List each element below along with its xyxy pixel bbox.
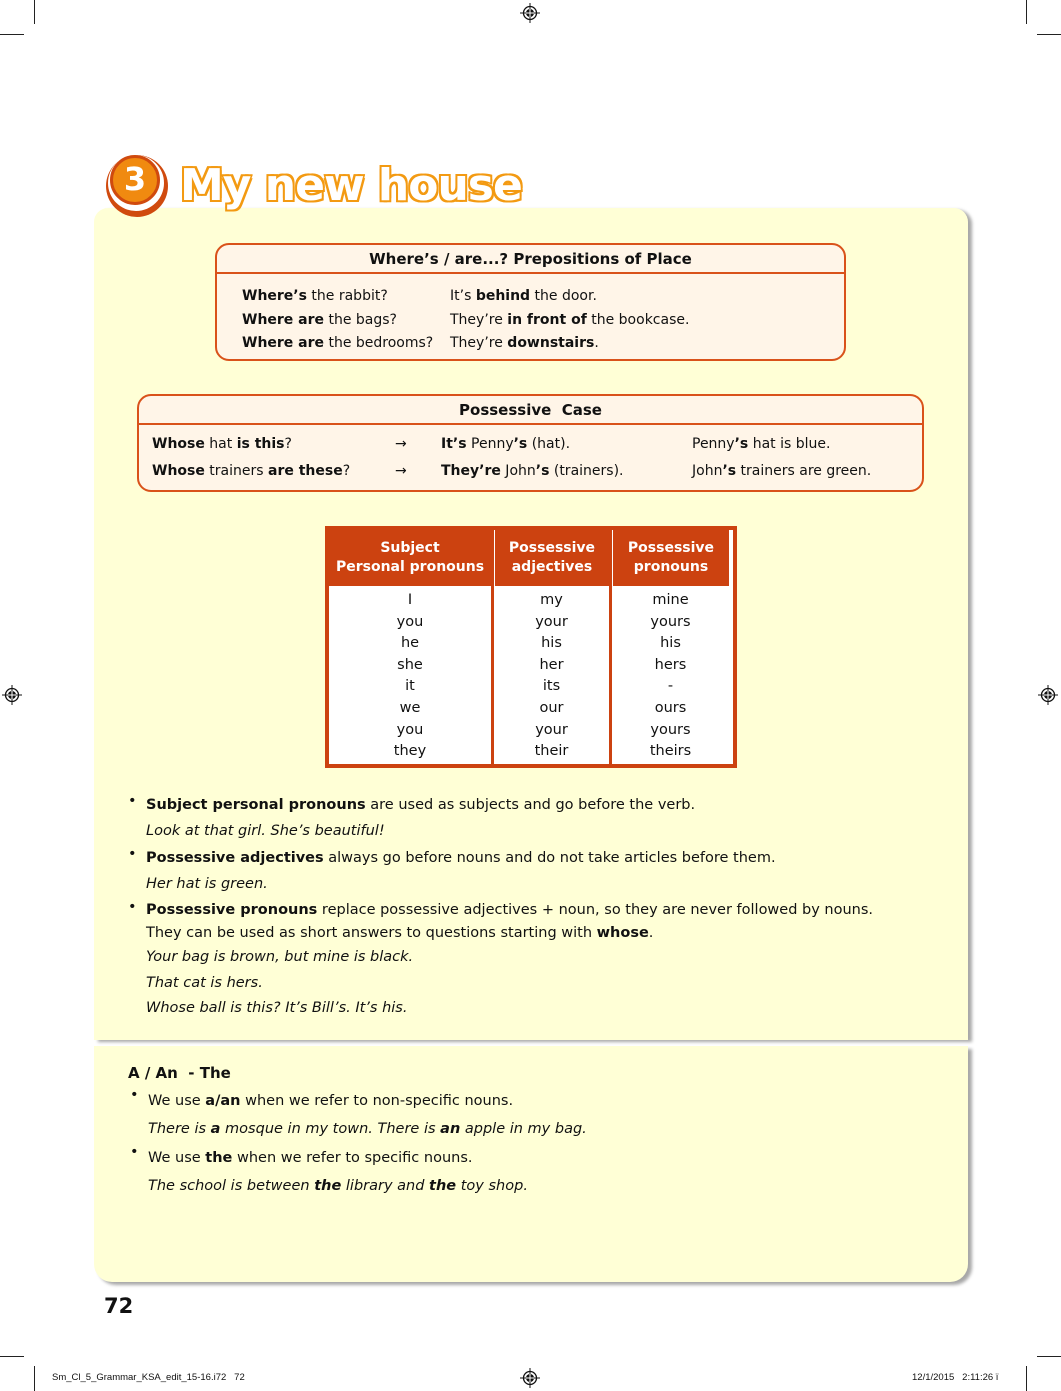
example-text: hat is blue. [748,436,831,452]
question-text: hat [204,436,237,452]
example-sentence: Whose ball is this? It’s Bill’s. It’s his. [146,1000,408,1016]
table-cell: her [539,656,564,673]
column-header: Subject Personal pronouns [329,530,491,588]
example-sentence: Look at that girl. She’s beautiful! [146,822,385,839]
table-cell: my [540,592,563,608]
term-bold: Possessive pronouns [146,902,318,918]
note-the [128,1144,928,1200]
pronoun-column-subject [329,530,491,764]
note-text: when we refer to specific nouns. [232,1150,473,1166]
column-cells [329,588,491,763]
page-number: 72 [104,1294,134,1318]
registration-mark-icon [520,3,540,23]
prepositions-row [242,285,844,309]
bullet-icon: • [128,793,137,809]
arrow-icon: → [395,463,407,479]
question-text: ? [284,436,292,452]
note-text: always go before nouns and do not take articles before them. [323,850,776,866]
question-text: ? [342,463,351,479]
term-bold: Possessive adjectives [146,850,324,866]
table-cell: she [397,656,423,673]
question-bold: is this [236,436,285,452]
note-subject-pronouns [126,793,946,844]
table-cell: he [400,635,420,652]
table-cell: we [399,699,421,716]
registration-mark-icon [1038,685,1058,705]
note-text: are used as subjects and go before the verb. [365,797,696,813]
note-text: They can be used as short answers to questions starting with [146,925,597,941]
example-sentence: Her hat is green. [146,875,268,892]
answer-text: John [500,463,536,479]
prepositions-heading: Where’s / are...? Prepositions of Place [217,245,844,274]
grammar-notes [126,793,946,1022]
preposition-bold: in front of [507,311,587,328]
table-cell: their [534,743,569,760]
answer-text: (hat). [527,436,571,452]
example-text: trainers are green. [736,463,872,479]
articles-section [128,1060,928,1200]
possessive-case-box [137,394,924,492]
crop-mark [34,0,35,24]
question-bold: Whose [152,463,205,479]
question-bold: are these [268,463,343,479]
possessive-s-bold: ’s [722,463,737,479]
table-cell: our [539,699,564,716]
bullet-icon: • [128,899,137,915]
possessive-s-bold: ’s [513,436,528,452]
example-sentence: That cat is hers. [146,974,263,991]
question-text: the rabbit? [306,288,388,304]
column-header: Possessive adjectives [494,530,609,588]
crop-mark [1026,1366,1027,1391]
note-text: We use [148,1093,206,1109]
preposition-bold: downstairs [507,335,595,351]
table-cell: it [405,678,415,695]
question-text: the bedrooms? [324,335,434,351]
column-header: Possessive pronouns [612,530,729,588]
preposition-bold: behind [475,288,531,304]
table-cell: you [396,721,424,738]
table-cell: his [541,635,562,652]
table-cell: your [535,721,568,738]
crop-mark [1037,34,1061,35]
unit-number: 3 [123,160,147,198]
answer-text: . [594,335,599,351]
question-bold: Where’s [242,288,307,304]
crop-mark [1037,1356,1061,1357]
arrow-icon: → [395,436,407,452]
print-slug-file: Sm_Cl_5_Grammar_KSA_edit_15-16.i72 72 [52,1372,245,1383]
answer-text: They’re [450,335,508,351]
unit-title [106,150,522,220]
articles-heading: A / An - The [128,1064,231,1082]
column-cells [494,588,609,763]
prepositions-row [242,309,844,333]
crop-mark [0,34,24,35]
table-cell: theirs [649,743,692,760]
pronoun-column-pronouns [609,530,729,764]
answer-text: the bookcase. [586,311,690,328]
column-cells [612,588,729,763]
example-sentence: The school is between the library and the toy shop. [148,1178,528,1194]
answer-text: It’s [450,288,476,304]
question-text: trainers [204,463,269,479]
note-possessive-adjectives [126,846,946,897]
page-title: My new house [180,159,522,211]
answer-text: Penny [466,436,514,452]
crop-mark [0,1356,24,1357]
registration-mark-icon [2,685,22,705]
table-cell: I [407,592,413,608]
prepositions-row [242,332,844,356]
answer-bold: They’re [441,463,501,479]
table-cell: your [535,613,568,630]
term-bold: whose [596,925,649,941]
crop-mark [34,1366,35,1391]
note-text: We use [148,1150,206,1166]
pronoun-table [325,526,737,768]
table-cell: yours [650,613,691,630]
table-cell: hers [654,656,687,673]
note-a-an [128,1087,928,1143]
note-text: replace possessive adjectives + noun, so they are never followed by nouns. [317,902,874,918]
question-bold: Where are [242,311,325,328]
print-slug-timestamp: 12/1/2015 2:11:26 ï [912,1372,999,1383]
possessive-s-bold: ’s [535,463,550,479]
note-possessive-pronouns [126,899,946,1022]
bullet-icon: • [130,1087,139,1103]
unit-number-badge [106,153,170,217]
pronoun-column-adjectives [491,530,609,764]
table-cell: its [542,678,561,695]
possessive-case-heading: Possessive Case [139,396,922,425]
answer-text: the door. [530,288,597,304]
table-cell: you [396,613,424,630]
table-cell: - [667,678,674,695]
crop-mark [1026,0,1027,24]
table-cell: his [660,635,681,652]
answer-text: (trainers). [549,463,624,479]
term-bold: the [205,1150,233,1166]
answer-bold: It’s [441,436,467,452]
prepositions-box [215,243,846,361]
bullet-icon: • [130,1144,139,1160]
table-cell: they [393,743,427,760]
table-cell: ours [654,699,687,716]
term-bold: a/an [205,1093,241,1109]
possessive-row [152,431,922,458]
term-bold: Subject personal pronouns [146,797,366,813]
example-sentence: There is a mosque in my town. There is an apple in my bag. [148,1121,587,1137]
possessive-row [152,458,922,485]
example-text: John [692,463,723,479]
table-cell: mine [652,592,689,608]
registration-mark-icon [520,1368,540,1388]
possessive-s-bold: ’s [734,436,749,452]
answer-text: They’re [450,311,508,328]
question-text: the bags? [324,311,397,328]
note-text: when we refer to non-specific nouns. [240,1093,514,1109]
example-sentence: Your bag is brown, but mine is black. [146,949,414,965]
question-bold: Where are [242,335,325,351]
note-text: . [648,925,654,941]
example-text: Penny [692,436,735,452]
table-cell: yours [650,721,691,738]
bullet-icon: • [128,846,137,862]
question-bold: Whose [152,436,205,452]
